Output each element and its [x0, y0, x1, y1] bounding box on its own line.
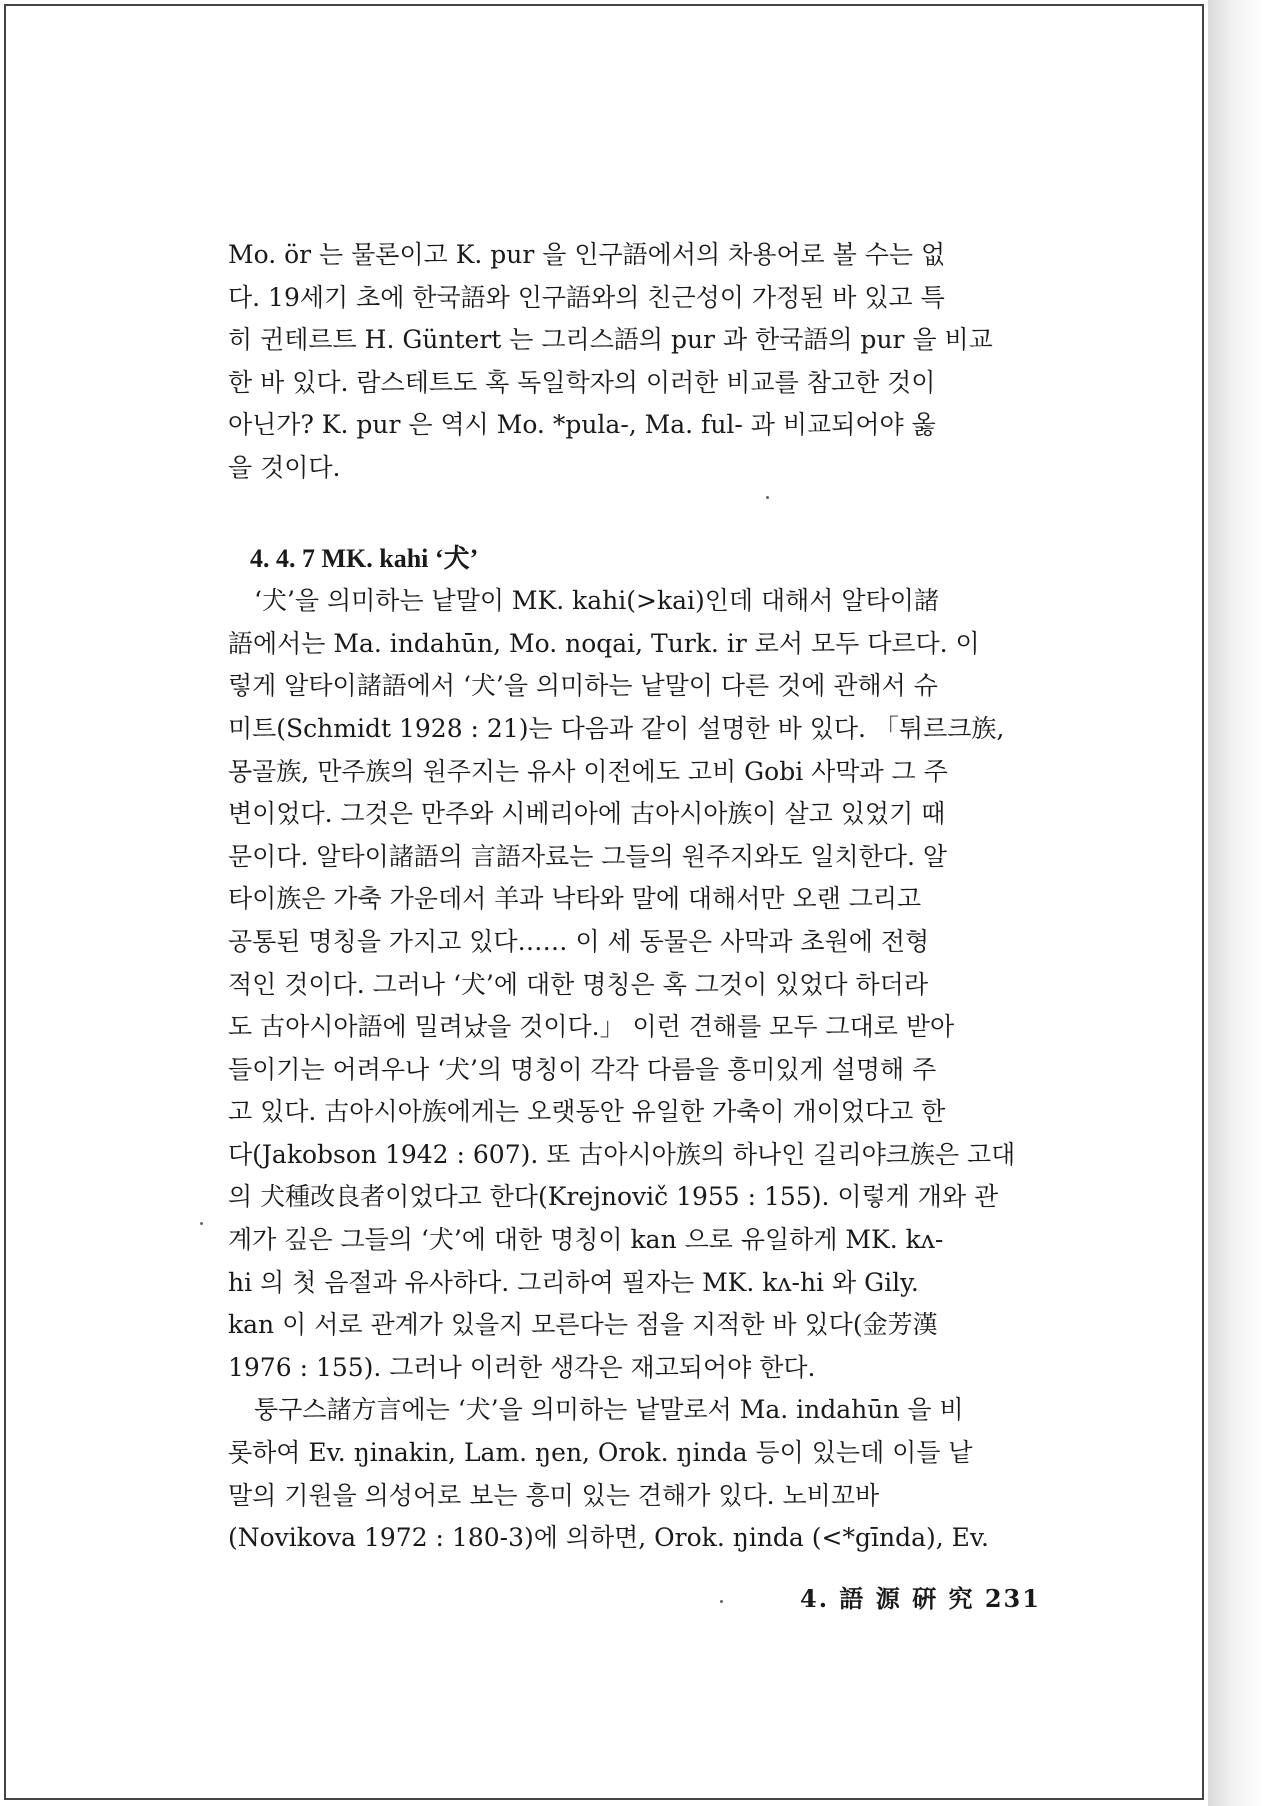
- page-body: [228, 234, 1058, 1560]
- text-line: 다. 19세기 초에 한국語와 인구語와의 친근성이 가정된 바 있고 특: [228, 282, 945, 312]
- text-line: 語에서는 Ma. indahūn, Mo. noqai, Turk. ir 로서 모두 다르다. 이: [228, 628, 980, 658]
- text-line: 아닌가? K. pur 은 역시 Mo. *pula-, Ma. ful- 과 비교되어야 옳: [228, 410, 936, 440]
- text-line: 고 있다. 古아시아族에게는 오랫동안 유일한 가축이 개이었다고 한: [228, 1097, 946, 1127]
- text-line: 을 것이다.: [228, 452, 341, 482]
- text-line: 몽골族, 만주族의 원주지는 유사 이전에도 고비 Gobi 사막과 그 주: [228, 756, 948, 786]
- section-heading: 4. 4. 7 MK. kahi ‘犬’: [250, 543, 479, 573]
- scan-speck: [720, 1600, 723, 1603]
- text-line: 도 古아시아語에 밀려났을 것이다.」 이런 견해를 모두 그대로 받아: [228, 1012, 955, 1042]
- text-line: 문이다. 알타이諸語의 言語자료는 그들의 원주지와도 일치한다. 알: [228, 841, 948, 871]
- text-line: 말의 기원을 의성어로 보는 흥미 있는 견해가 있다. 노비꼬바: [228, 1480, 880, 1510]
- running-footer-page-number: 4. 語 源 硏 究 231: [800, 1584, 1041, 1613]
- paragraph-last: [228, 1389, 1058, 1559]
- text-line: 다(Jakobson 1942 : 607). 또 古아시아族의 하나인 길리야크族은 고대: [228, 1139, 1016, 1169]
- text-line: 히 귄테르트 H. Güntert 는 그리스語의 pur 과 한국語의 pur 을 비교: [228, 325, 993, 355]
- paragraph-main: [228, 580, 1058, 1389]
- text-line: 들이기는 어려우나 ‘犬’의 명칭이 각각 다름을 흥미있게 설명해 주: [228, 1054, 937, 1084]
- text-line: 변이었다. 그것은 만주와 시베리아에 古아시아族이 살고 있었기 때: [228, 799, 946, 829]
- page-gutter-shadow: [1208, 0, 1264, 1806]
- text-line: hi 의 첫 음절과 유사하다. 그리하여 필자는 MK. kʌ-hi 와 Gily.: [228, 1267, 919, 1297]
- text-line: 적인 것이다. 그러나 ‘犬’에 대한 명칭은 혹 그것이 있었다 하더라: [228, 969, 928, 999]
- text-line: 1976 : 155). 그러나 이러한 생각은 재고되어야 한다.: [228, 1352, 816, 1382]
- text-line: (Novikova 1972 : 180-3)에 의하면, Orok. ŋinda (<*gīnda), Ev.: [228, 1523, 989, 1553]
- text-line: 공통된 명칭을 가지고 있다…… 이 세 동물은 사막과 초원에 전형: [228, 926, 930, 956]
- scan-speck: [200, 1222, 203, 1225]
- text-line: 퉁구스諸方言에는 ‘犬’을 의미하는 낱말로서 Ma. indahūn 을 비: [254, 1395, 964, 1425]
- text-line: 한 바 있다. 람스테트도 혹 독일학자의 이러한 비교를 참고한 것이: [228, 367, 936, 397]
- paragraph-top: [228, 234, 1058, 490]
- text-line: 롯하여 Ev. ŋinakin, Lam. ŋen, Orok. ŋinda 등이 있는데 이들 낱: [228, 1438, 973, 1468]
- scan-speck: [766, 496, 769, 499]
- text-line: kan 이 서로 관계가 있을지 모른다는 점을 지적한 바 있다(金芳漢: [228, 1310, 938, 1340]
- text-line: 타이族은 가축 가운데서 羊과 낙타와 말에 대해서만 오랜 그리고: [228, 884, 922, 914]
- text-line: 렇게 알타이諸語에서 ‘犬’을 의미하는 낱말이 다른 것에 관해서 슈: [228, 671, 938, 701]
- text-line: 의 犬種改良者이었다고 한다(Krejnovič 1955 : 155). 이렇게 개와 관: [228, 1182, 999, 1212]
- text-line: 계가 깊은 그들의 ‘犬’에 대한 명칭이 kan 으로 유일하게 MK. kʌ-: [228, 1225, 944, 1255]
- text-line: Mo. ör 는 물론이고 K. pur 을 인구語에서의 차용어로 볼 수는 없: [228, 240, 946, 269]
- text-line: 미트(Schmidt 1928 : 21)는 다음과 같이 설명한 바 있다. 「튀르크族,: [228, 713, 1005, 743]
- text-line: ‘犬’을 의미하는 낱말이 MK. kahi(>kai)인데 대해서 알타이諸: [254, 586, 939, 616]
